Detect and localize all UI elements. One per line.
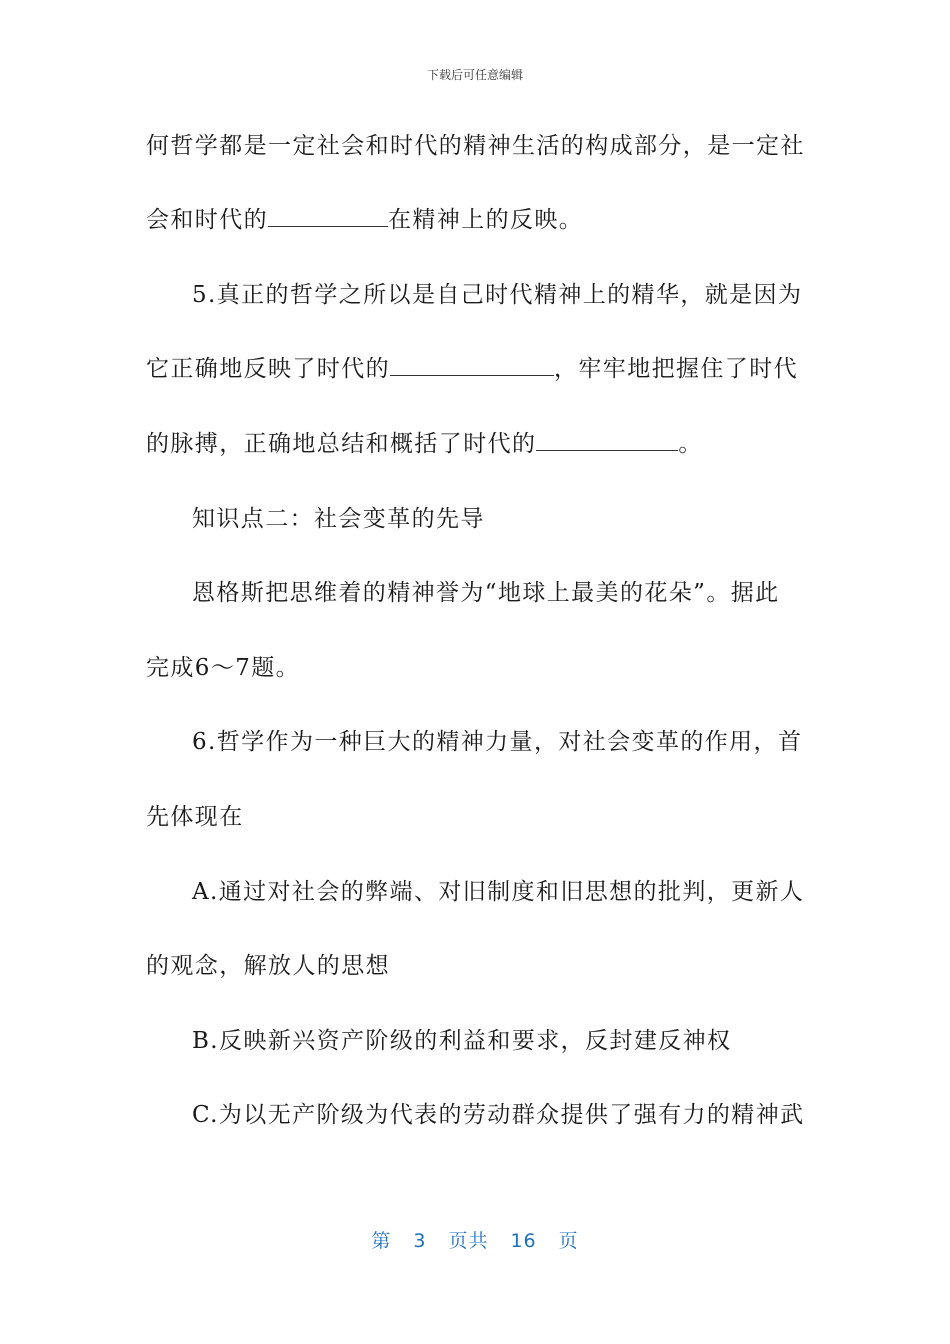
option-a: A.通过对社会的弊端、对旧制度和旧思想的批判，更新人 <box>192 879 805 905</box>
footer-suffix: 页 <box>558 1230 579 1252</box>
total-page-number: 16 <box>510 1230 537 1252</box>
section-heading: 知识点二：社会变革的先导 <box>192 506 485 532</box>
text-segment: 的脉搏，正确地总结和概括了时代的 <box>146 431 537 457</box>
text-line: 何哲学都是一定社会和时代的精神生活的构成部分，是一定社 <box>146 133 805 159</box>
text-line: 先体现在 <box>146 804 244 830</box>
text-segment: ，牢牢地把握住了时代 <box>554 356 798 382</box>
text-line: 的观念，解放人的思想 <box>146 953 390 979</box>
text-line <box>146 429 796 459</box>
text-segment: 在精神上的反映。 <box>388 207 584 233</box>
text-segment: 会和时代的 <box>146 207 268 233</box>
footer-middle: 页共 <box>448 1230 489 1252</box>
page-footer <box>0 1226 950 1253</box>
fill-in-blank <box>390 355 554 376</box>
option-c: C.为以无产阶级为代表的劳动群众提供了强有力的精神武 <box>192 1102 805 1128</box>
option-b: B.反映新兴资产阶级的利益和要求，反封建反神权 <box>192 1028 732 1054</box>
question-6: 6.哲学作为一种巨大的精神力量，对社会变革的作用，首 <box>192 729 803 755</box>
question-5: 5.真正的哲学之所以是自己时代精神上的精华，就是因为 <box>192 282 803 308</box>
fill-in-blank <box>536 430 678 451</box>
footer-prefix: 第 <box>371 1230 392 1252</box>
text-segment: 。 <box>678 431 703 457</box>
text-segment: 它正确地反映了时代的 <box>146 356 390 382</box>
text-line: 恩格斯把思维着的精神誉为“地球上最美的花朵”。据此 <box>192 580 780 606</box>
text-line <box>146 354 796 384</box>
current-page-number: 3 <box>413 1230 427 1252</box>
page-header: 下载后可任意编辑 <box>426 68 523 82</box>
fill-in-blank <box>268 206 388 227</box>
text-line: 完成6～7题。 <box>146 655 301 681</box>
text-line <box>146 205 796 235</box>
